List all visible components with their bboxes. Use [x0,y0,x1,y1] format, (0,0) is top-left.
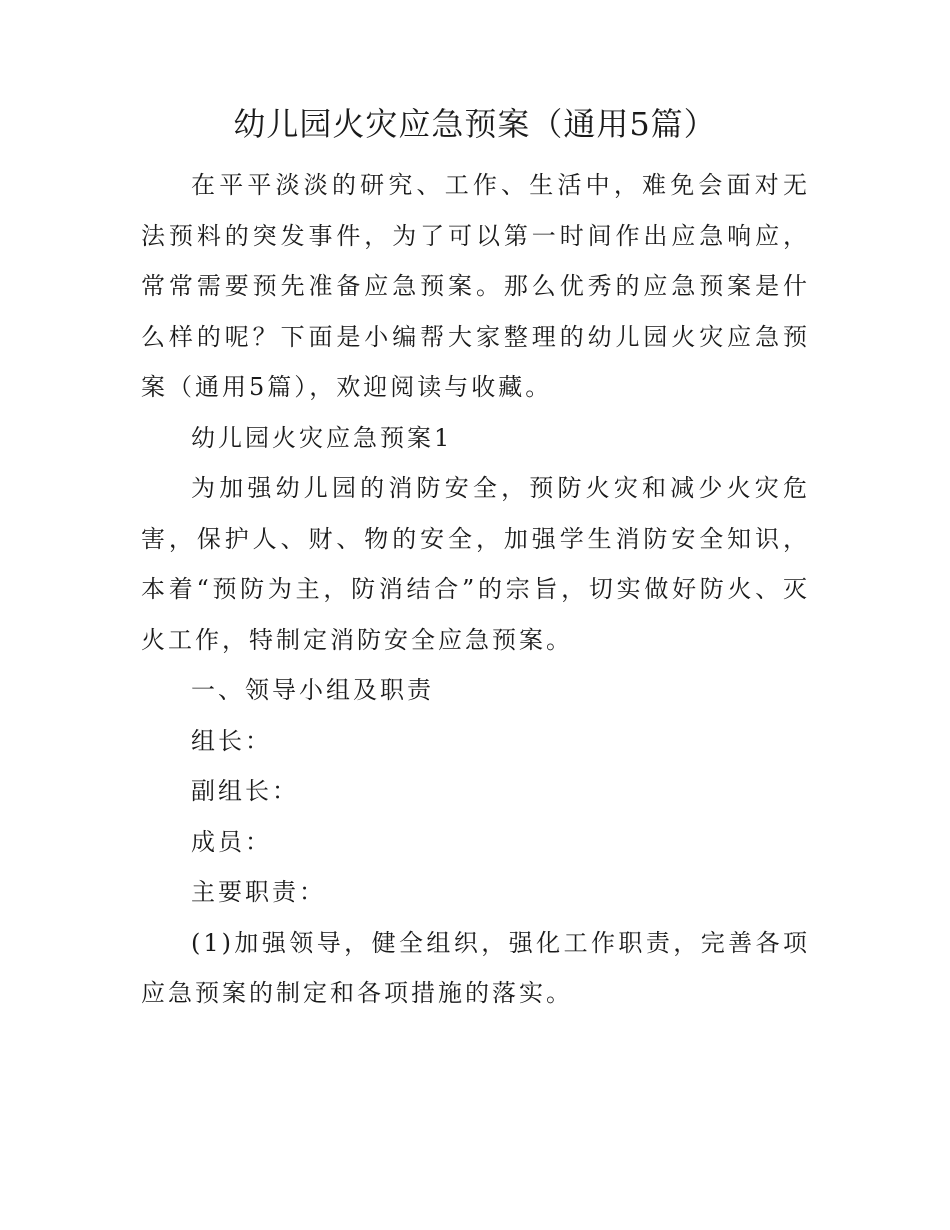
document-title: 幼儿园火灾应急预案（通用5篇） [233,105,717,143]
section-heading-plan-1: 幼儿园火灾应急预案1 [191,423,453,452]
field-members: 成员： [191,827,272,856]
duty-item-1: (1)加强领导，健全组织，强化工作职责，完善各项应急预案的制定和各项措施的落实。 [141,928,810,1007]
field-team-leader: 组长： [191,726,272,755]
field-deputy-leader: 副组长： [191,777,299,805]
subsection-heading-leadership: 一、领导小组及职责 [191,676,434,704]
field-main-duties: 主要职责： [191,878,326,906]
paragraph-intro: 在平平淡淡的研究、工作、生活中，难免会面对无法预料的突发事件，为了可以第一时间作出应急响应，常常需要预先准备应急预案。那么优秀的应急预案是什么样的呢？下面是小编帮大家整理的幼儿园火灾应急预案（通用5篇），欢迎阅读与收藏。 [141,171,810,401]
paragraph-purpose: 为加强幼儿园的消防安全，预防火灾和减少火灾危害，保护人、财、物的安全，加强学生消防安全知识，本着“预防为主，防消结合”的宗旨，切实做好防火、灭火工作，特制定消防安全应急预案。 [141,474,810,654]
document-body [141,160,810,1019]
